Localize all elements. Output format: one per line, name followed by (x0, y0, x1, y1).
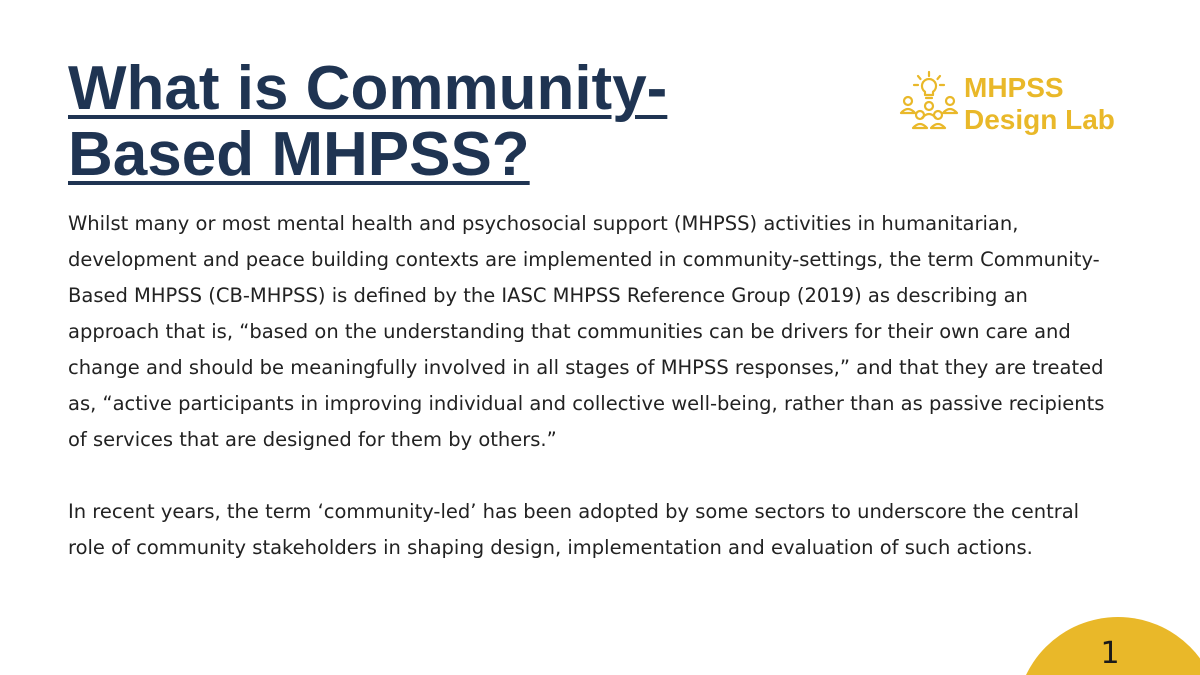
logo (898, 70, 1158, 140)
title-line-2: Based MHPSS? (68, 120, 530, 189)
logo-line-1: MHPSS (964, 72, 1064, 103)
paragraph-1: Whilst many or most mental health and psychosocial support (MHPSS) activities in humanitarian, development and peace building contexts are implemented in community-settings, the term Community-Based MHPSS (CB-MHPSS) is defined by the IASC MHPSS Reference Group (2019) as describing an approach that is, “based on the understanding that communities can be drivers for their own care and change and should be meaningfully involved in all stages of MHPSS responses,” and that they are treated as, “active participants in improving individual and collective well-being, rather than as passive recipients of services that are designed for them by others.” (68, 212, 1105, 451)
logo-text (964, 72, 1115, 136)
paragraph-2: In recent years, the term ‘community-led’ has been adopted by some sectors to underscore the central role of community stakeholders in shaping design, implementation and evaluation of such actions. (68, 500, 1080, 559)
body-text (68, 206, 1108, 566)
title-line-1: What is Community- (68, 54, 668, 123)
page-title (68, 56, 728, 188)
lightbulb-people-icon (898, 70, 960, 132)
page-number: 1 (1100, 636, 1120, 671)
logo-line-2: Design Lab (964, 104, 1115, 135)
